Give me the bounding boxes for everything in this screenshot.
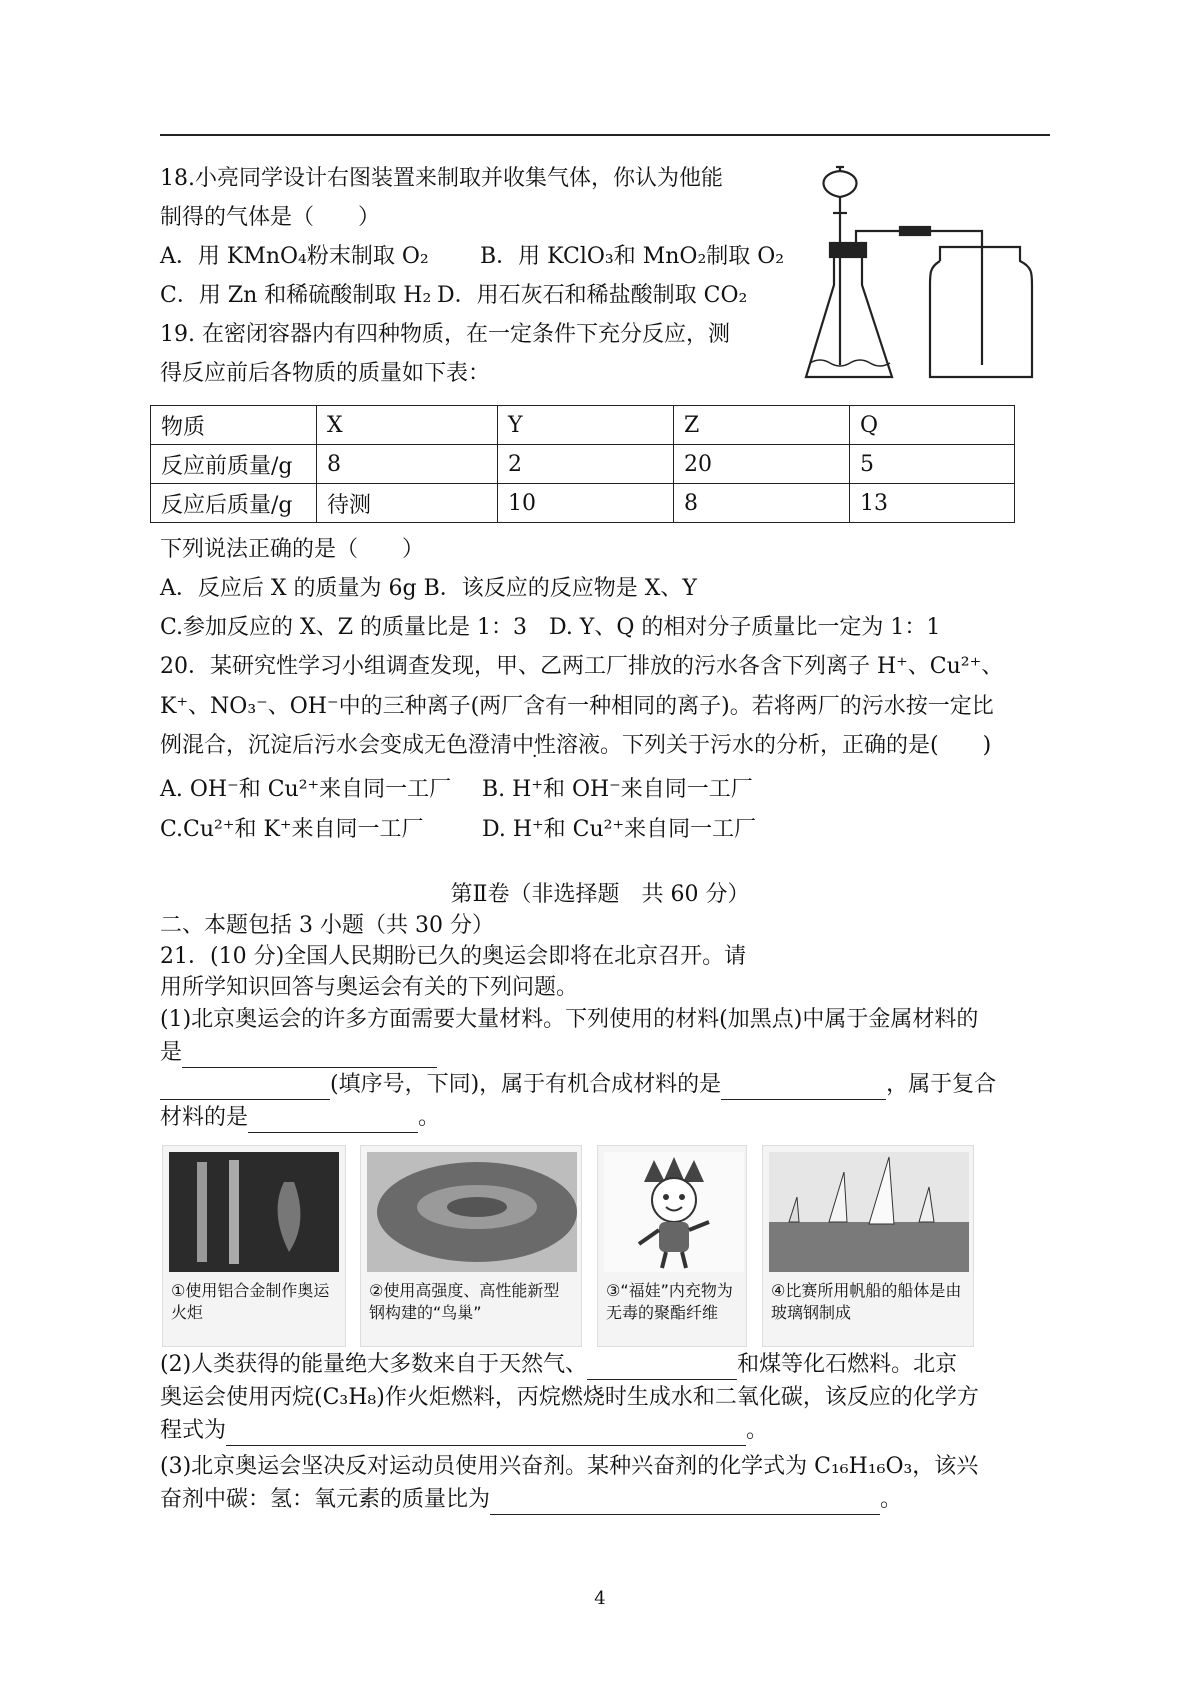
q21-part1-text-b: ，属于复合 — [886, 1072, 997, 1097]
q21-part1-line2 — [160, 1038, 437, 1068]
q18-option-a: A．用 KMnO₄粉末制取 O₂ — [160, 244, 429, 269]
answer-blank-metal[interactable] — [182, 1045, 437, 1068]
answer-blank-fuel[interactable] — [587, 1357, 737, 1380]
table-cell: 10 — [498, 484, 674, 523]
fuwa-mascot-image — [604, 1152, 744, 1272]
q19-stem-line2: 得反应前后各物质的质量如下表： — [160, 361, 491, 386]
table-row — [151, 445, 1015, 484]
q21-part1-text-d: 。 — [418, 1105, 441, 1130]
q21-part3-line1: (3)北京奥运会坚决反对运动员使用兴奋剂。某种兴奋剂的化学式为 C₁₆H₁₆O₃，该兴 — [160, 1454, 979, 1479]
q21-part2-line2: 奥运会使用丙烷(C₃H₈)作火炬燃料，丙烷燃烧时生成水和二氧化碳，该反应的化学方 — [160, 1385, 979, 1410]
table-cell: 2 — [498, 445, 674, 484]
q21-part2-line3 — [160, 1416, 768, 1446]
answer-blank-mass-ratio[interactable] — [490, 1492, 880, 1515]
mass-table — [150, 405, 1015, 523]
answer-blank-metal-cont[interactable] — [160, 1077, 330, 1100]
delivery-tube — [856, 231, 982, 365]
q21-part2-text-a: (2)人类获得的能量绝大多数来自于天然气、 — [160, 1352, 588, 1377]
photo-fuwa — [597, 1145, 747, 1347]
sailboat-image — [769, 1152, 969, 1272]
caption-4: ④比赛所用帆船的船体是由玻璃钢制成 — [771, 1281, 962, 1322]
q20-option-a: A. OH⁻和 Cu²⁺来自同一工厂 — [160, 777, 452, 802]
q18-stem-line2: 制得的气体是（ ） — [160, 205, 381, 230]
q21-part3-text-a: 奋剂中碳：氢：氧元素的质量比为 — [160, 1487, 491, 1512]
table-cell: 8 — [317, 445, 498, 484]
q20-line3 — [160, 731, 991, 761]
q20-option-d: D. H⁺和 Cu²⁺来自同一工厂 — [482, 817, 757, 842]
table-cell: 8 — [674, 484, 850, 523]
q21-part3-line2 — [160, 1485, 902, 1515]
q21-part2-line1 — [160, 1350, 957, 1380]
photo-sailboat — [762, 1145, 974, 1347]
q20-line3-pre: 例混合，沉淀后污水会变成无色澄清 — [160, 733, 513, 758]
q20-line1: 20．某研究性学习小组调查发现，甲、乙两工厂排放的污水各含下列离子 H⁺、Cu²⁺、 — [160, 654, 1004, 679]
table-cell: 20 — [674, 445, 850, 484]
q19-options-cd: C.参加反应的 X、Z 的质量比是 1：3 D. Y、Q 的相对分子质量比一定为 1：1 — [160, 615, 941, 640]
q21-line1: 21．(10 分)全国人民期盼已久的奥运会即将在北京召开。请 — [160, 944, 747, 969]
answer-blank-organic[interactable] — [721, 1077, 886, 1100]
q20-emphasis: 中性 — [512, 733, 557, 758]
q21-part1-line4 — [160, 1103, 440, 1133]
birds-nest-image — [367, 1152, 577, 1272]
page-number: 4 — [594, 1588, 606, 1609]
table-cell: 5 — [850, 445, 1015, 484]
q20-line2: K⁺、NO₃⁻、OH⁻中的三种离子(两厂含有一种相同的离子)。若将两厂的污水按一定比 — [160, 694, 994, 719]
table-cell: Q — [850, 406, 1015, 445]
section2-subtitle: 二、本题包括 3 小题（共 30 分） — [160, 913, 494, 938]
q20-option-c: C.Cu²⁺和 K⁺来自同一工厂 — [160, 817, 424, 842]
gas-apparatus-diagram — [800, 165, 1035, 405]
table-cell: X — [317, 406, 498, 445]
q21-part1-line1: (1)北京奥运会的许多方面需要大量材料。下列使用的材料(加黑点)中属于金属材料的 — [160, 1007, 979, 1032]
q20-option-b: B. H⁺和 OH⁻来自同一工厂 — [482, 777, 753, 802]
torch-image — [169, 1152, 339, 1272]
answer-blank-composite[interactable] — [248, 1110, 418, 1133]
rubber-stopper — [830, 243, 866, 257]
q21-part2-text-d: 。 — [746, 1418, 769, 1443]
q21-part2-text-b: 和煤等化石燃料。北京 — [737, 1352, 958, 1377]
section2-title: 第Ⅱ卷（非选择题 共 60 分） — [450, 882, 750, 907]
table-row — [151, 406, 1015, 445]
table-cell: 13 — [850, 484, 1015, 523]
answer-blank-equation[interactable] — [226, 1423, 746, 1446]
q19-options-ab: A．反应后 X 的质量为 6g B．该反应的反应物是 X、Y — [160, 576, 697, 601]
q21-part2-text-c: 程式为 — [160, 1418, 227, 1443]
table-row — [151, 484, 1015, 523]
table-cell: Y — [498, 406, 674, 445]
q20-line3-post: 溶液。下列关于污水的分析，正确的是( ) — [556, 733, 992, 758]
table-cell: 反应前质量/g — [151, 445, 317, 484]
q18-stem-line1: 18.小亮同学设计右图装置来制取并收集气体，你认为他能 — [160, 166, 723, 191]
photo-torch — [162, 1145, 346, 1347]
q21-part3-text-b: 。 — [880, 1487, 903, 1512]
table-cell: 反应后质量/g — [151, 484, 317, 523]
conical-flask — [806, 257, 892, 377]
q18-option-b: B．用 KClO₃和 MnO₂制取 O₂ — [480, 244, 785, 269]
q21-line2: 用所学知识回答与奥运会有关的下列问题。 — [160, 975, 579, 1000]
caption-3: ③“福娃”内充物为无毒的聚酯纤维 — [606, 1281, 733, 1322]
q19-prompt: 下列说法正确的是（ ） — [160, 537, 425, 562]
photo-birds-nest — [360, 1145, 582, 1347]
q18-option-d: D．用石灰石和稀盐酸制取 CO₂ — [437, 283, 748, 308]
caption-2: ②使用高强度、高性能新型钢构建的“鸟巢” — [369, 1281, 560, 1322]
caption-1: ①使用铝合金制作奥运火炬 — [171, 1281, 330, 1322]
header-rule — [160, 134, 1050, 136]
q21-part1-label: 是 — [160, 1040, 183, 1065]
q18-option-c: C．用 Zn 和稀硫酸制取 H₂ — [160, 283, 432, 308]
q21-part1-line3 — [160, 1070, 996, 1100]
funnel-bulb — [824, 171, 857, 197]
q21-part1-text-a: (填序号，下同)，属于有机合成材料的是 — [330, 1072, 722, 1097]
q21-part1-text-c: 材料的是 — [160, 1105, 249, 1130]
q19-stem-line1: 19. 在密闭容器内有四种物质，在一定条件下充分反应，测 — [160, 322, 730, 347]
table-cell: 待测 — [317, 484, 498, 523]
table-cell: Z — [674, 406, 850, 445]
table-cell: 物质 — [151, 406, 317, 445]
